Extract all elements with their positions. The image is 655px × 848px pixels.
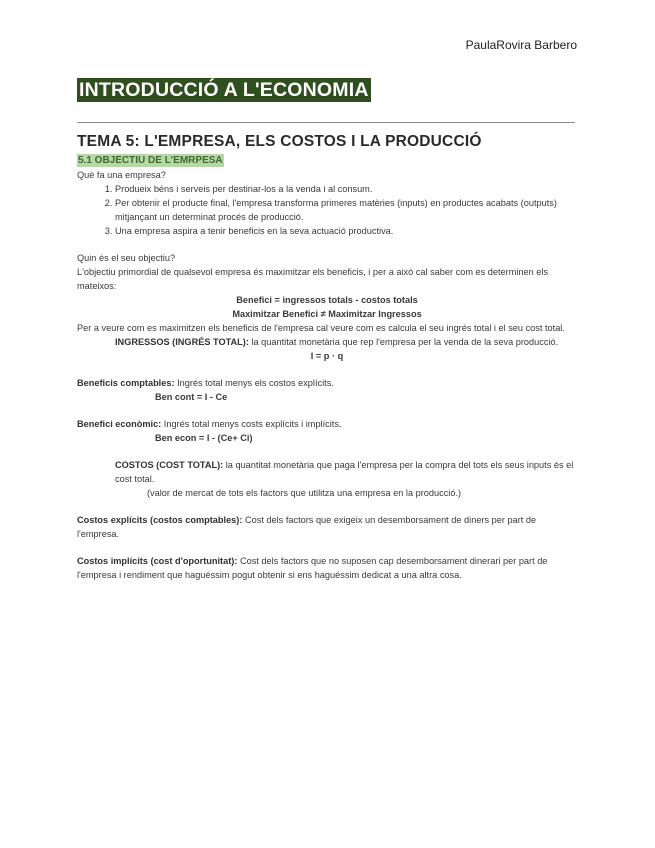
- costos-text: la quantitat monetària que paga l'empresa per la compra del tots els seus inputs és el cost total.: [115, 460, 574, 484]
- list-item: 2. Per obtenir el producte final, l'empresa transforma primeres matèries (inputs) en productes acabats (outputs) mitjançant un determinat procés de producció.: [115, 196, 577, 224]
- question-2: Quin és el seu objectiu?: [77, 253, 176, 263]
- costos-note: (valor de mercat de tots els factors que utilitza una empresa en la producció.): [147, 488, 462, 498]
- formula-ben-econ: Ben econ = I - (Ce+ Ci): [155, 433, 253, 443]
- horizontal-divider: [77, 122, 575, 123]
- ben-economic-label: Benefici econòmic:: [77, 419, 162, 429]
- costos-definition: [77, 458, 577, 486]
- list-item: 1. Produeix béns i serveis per destinar-los a la venda i al consum.: [115, 182, 577, 196]
- ingressos-definition: [77, 335, 577, 349]
- list-item: 3. Una empresa aspira a tenir beneficis en la seva actuació productiva.: [115, 224, 577, 238]
- author-name: PaulaRovira Barbero: [465, 38, 577, 52]
- costos-label: COSTOS (COST TOTAL):: [115, 460, 224, 470]
- beneficis-comptables: [77, 376, 577, 390]
- ben-comptables-text: Ingrés total menys els costos explícits.: [174, 378, 334, 388]
- section-heading: 5.1 OBJECTIU DE L'EMRPESA: [78, 155, 223, 166]
- implicits-label: Costos implícits (cost d'oportunitat):: [77, 556, 238, 566]
- formula-ben-cont: Ben cont = I - Ce: [155, 392, 228, 402]
- formula-maximitzar: Maximitzar Benefici ≠ Maximitzar Ingressos: [232, 309, 422, 319]
- objective-paragraph: L'objectiu primordial de qualsevol empresa és maximitzar els beneficis, i per a això cal saber com es determinen els mateixos:: [77, 267, 549, 291]
- explicits-text: Cost dels factors que exigeix un desemborsament de diners per part de l'empresa.: [77, 515, 537, 539]
- implicits-text: Cost dels factors que no suposen cap desemborsament dinerari per part de l'empresa i rendiment que haguéssim pogut obtenir si ens haguéssim dedicat a una altra cosa.: [77, 556, 548, 580]
- formula-benefici: Benefici = ingressos totals - costos totals: [236, 295, 418, 305]
- costos-implicits: [77, 554, 577, 582]
- question-1: Què fa una empresa?: [77, 170, 166, 180]
- ingressos-text: la quantitat monetària que rep l'empresa per la venda de la seva producció.: [248, 337, 559, 347]
- costos-explicits: [77, 513, 577, 541]
- ben-comptables-label: Beneficis comptables:: [77, 378, 175, 388]
- ben-economic-text: Ingrés total menys costs explícits i implícits.: [161, 419, 342, 429]
- tema-title: TEMA 5: L'EMPRESA, ELS COSTOS I LA PRODUCCIÓ: [77, 133, 482, 150]
- document-body: [77, 168, 577, 582]
- formula-ingres: I = p · q: [310, 351, 344, 361]
- ingressos-label: INGRESSOS (INGRÉS TOTAL):: [115, 337, 249, 347]
- benefici-economic: [77, 417, 577, 431]
- explicits-label: Costos explícits (costos comptables):: [77, 515, 243, 525]
- main-title: INTRODUCCIÓ A L'ECONOMIA: [79, 79, 369, 101]
- veure-paragraph: Per a veure com es maximitzen els beneficis de l'empresa cal veure com es calcula el seu ingrés total i el seu cost total.: [77, 323, 565, 333]
- activity-list: [77, 182, 577, 238]
